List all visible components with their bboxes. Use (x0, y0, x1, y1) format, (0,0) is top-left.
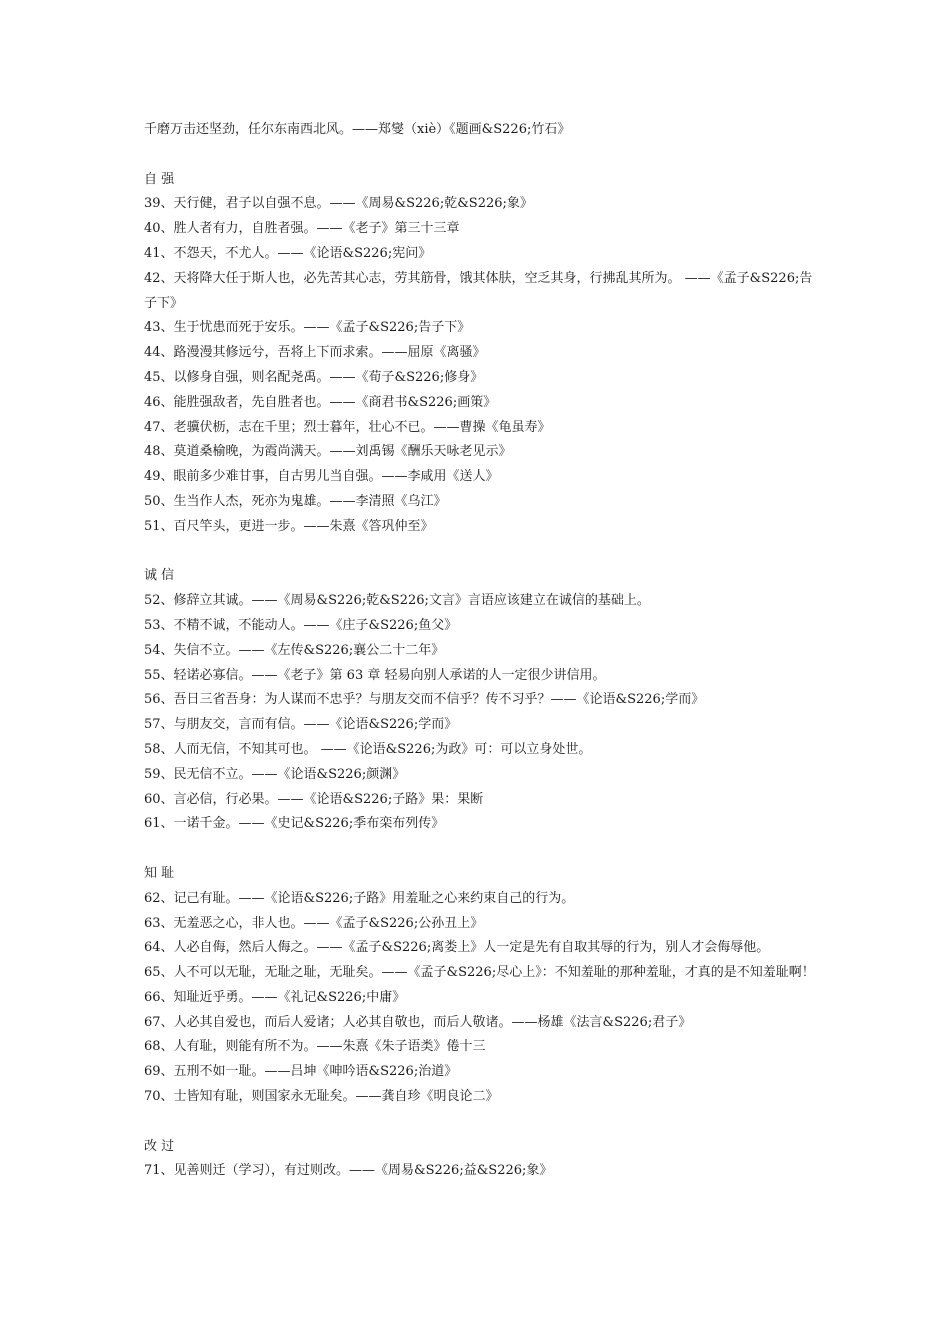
quote-item: 61、一诺千金。——《史记&S226;季布栾布列传》 (144, 816, 445, 832)
section-heading-correcting-mistakes: 改 过 (144, 1138, 175, 1154)
quote-item: 70、士皆知有耻，则国家永无耻矣。——龚自珍《明良论二》 (144, 1089, 499, 1105)
section-heading-integrity: 诚 信 (144, 568, 175, 584)
quote-item: 51、百尺竿头，更进一步。——朱熹《答巩仲至》 (144, 518, 434, 534)
quote-item: 40、胜人者有力，自胜者强。——《老子》第三十三章 (144, 221, 460, 237)
spacer (144, 1110, 824, 1135)
quote-item: 59、民无信不立。——《论语&S226;颜渊》 (144, 766, 406, 782)
quote-item: 67、人必其自爱也，而后人爱诸；人必其自敬也，而后人敬诸。——杨雄《法言&S226;君子》 (144, 1014, 692, 1030)
quote-item: 65、人不可以无耻，无耻之耻，无耻矣。——《孟子&S226;尽心上》：不知羞耻的那种羞耻，才真的是不知羞耻啊！ (144, 965, 815, 981)
spacer (144, 837, 824, 862)
quote-item: 41、不怨天，不尤人。——《论语&S226;宪问》 (144, 245, 432, 261)
quote-item: 60、言必信，行必果。——《论语&S226;子路》果：果断 (144, 791, 484, 807)
quote-item: 57、与朋友交，言而有信。——《论语&S226;学而》 (144, 717, 458, 733)
quote-item: 45、以修身自强，则名配尧禹。——《荀子&S226;修身》 (144, 369, 484, 385)
quote-item: 56、吾日三省吾身：为人谋而不忠乎？与朋友交而不信乎？传不习乎？——《论语&S226;学而》 (144, 692, 705, 708)
quote-item: 47、老骥伏枥，志在千里；烈士暮年，壮心不已。——曹操《龟虽寿》 (144, 419, 551, 435)
quote-item: 39、天行健，君子以自强不息。——《周易&S226;乾&S226;象》 (144, 196, 533, 212)
quote-item: 48、莫道桑榆晚，为霞尚满天。——刘禹锡《酬乐天咏老见示》 (144, 444, 512, 460)
quote-item: 64、人必自侮，然后人侮之。——《孟子&S226;离娄上》人一定是先有自取其辱的行为，别人才会侮辱他。 (144, 940, 770, 956)
quote-item: 49、眼前多少难甘事，自古男儿当自强。——李咸用《送人》 (144, 469, 499, 485)
quote-item: 54、失信不立。——《左传&S226;襄公二十二年》 (144, 642, 445, 658)
quote-item: 68、人有耻，则能有所不为。——朱熹《朱子语类》倦十三 (144, 1039, 486, 1055)
section-heading-self-improvement: 自 强 (144, 171, 175, 187)
quote-item: 52、修辞立其诚。——《周易&S226;乾&S226;文言》言语应该建立在诚信的基础上。 (144, 593, 650, 609)
quote-item: 58、人而无信，不知其可也。 ——《论语&S226;为政》可：可以立身处世。 (144, 741, 592, 757)
quote-item: 66、知耻近乎勇。——《礼记&S226;中庸》 (144, 989, 406, 1005)
quote-item: 69、五刑不如一耻。——吕坤《呻吟语&S226;治道》 (144, 1064, 458, 1080)
spacer (144, 540, 824, 565)
section-heading-sense-of-shame: 知 耻 (144, 865, 175, 881)
quote-item: 43、生于忧患而死于安乐。——《孟子&S226;告子下》 (144, 320, 471, 336)
quote-item: 62、记己有耻。——《论语&S226;子路》用羞耻之心来约束自己的行为。 (144, 890, 575, 906)
quote-item: 44、路漫漫其修远兮，吾将上下而求索。——屈原《离骚》 (144, 345, 486, 361)
document-body (144, 118, 824, 1184)
intro-quote: 千磨万击还坚劲，任尔东南西北风。——郑燮（xiè）《题画&S226;竹石》 (144, 122, 571, 137)
quote-item: 50、生当作人杰，死亦为鬼雄。——李清照《乌江》 (144, 493, 447, 509)
quote-item: 53、不精不诚，不能动人。——《庄子&S226;鱼父》 (144, 617, 458, 633)
quote-item: 63、无羞恶之心，非人也。——《孟子&S226;公孙丑上》 (144, 915, 484, 931)
quote-item: 42、天将降大任于斯人也，必先苦其心志，劳其筋骨，饿其体肤，空乏其身，行拂乱其所为。 ——《孟子&S226;告子下》 (144, 270, 813, 311)
spacer (144, 143, 824, 168)
quote-item: 71、见善则迁（学习），有过则改。——《周易&S226;益&S226;象》 (144, 1163, 553, 1179)
quote-item: 55、轻诺必寡信。——《老子》第 63 章 轻易向别人承诺的人一定很少讲信用。 (144, 667, 606, 683)
quote-item: 46、能胜强敌者，先自胜者也。——《商君书&S226;画策》 (144, 394, 497, 410)
